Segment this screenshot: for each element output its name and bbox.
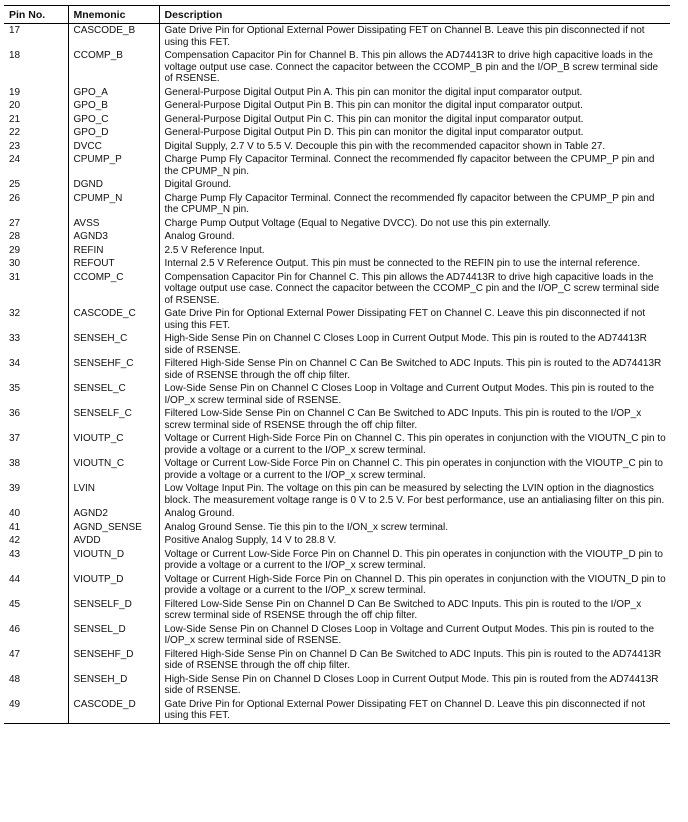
description-cell: General-Purpose Digital Output Pin D. This pin can monitor the digital input comparator output. (159, 126, 670, 140)
table-row (4, 598, 670, 623)
pin-number-cell: 25 (9, 179, 21, 190)
pin-number-cell: 42 (9, 535, 21, 546)
mnemonic-cell: GPO_D (68, 126, 159, 140)
description-cell: 2.5 V Reference Input. (159, 244, 670, 258)
mnemonic-cell: SENSEL_C (68, 382, 159, 407)
description-cell: General-Purpose Digital Output Pin A. This pin can monitor the digital input comparator output. (159, 86, 670, 100)
pin-number-cell: 49 (4, 698, 68, 724)
mnemonic-cell: DVCC (68, 140, 159, 154)
table-row (4, 648, 670, 673)
table-row (4, 192, 670, 217)
description-cell: Voltage or Current High-Side Force Pin on Channel C. This pin operates in conjunction with the VIOUTN_C pin to provide a voltage or a current to the I/OP_x screw terminal. (159, 432, 670, 457)
mnemonic-cell: CASCODE_D (68, 698, 159, 724)
mnemonic-cell: CCOMP_B (68, 49, 159, 86)
mnemonic-cell: CCOMP_C (68, 271, 159, 308)
description-cell: Low-Side Sense Pin on Channel C Closes Loop in Voltage and Current Output Modes. This pin is routed to the I/OP_x screw terminal side of RSENSE. (159, 382, 670, 407)
description-cell: General-Purpose Digital Output Pin C. This pin can monitor the digital input comparator output. (159, 113, 670, 127)
table-row (4, 534, 670, 548)
description-cell: Filtered High-Side Sense Pin on Channel C Can Be Switched to ADC Inputs. This pin is routed to the AD74413R side of RSENSE through the off chip filter. (159, 357, 670, 382)
pin-number-cell: 39 (9, 483, 21, 494)
table-row (4, 244, 670, 258)
mnemonic-cell: CPUMP_N (68, 192, 159, 217)
description-cell: Charge Pump Output Voltage (Equal to Negative DVCC). Do not use this pin externally. (159, 217, 670, 231)
table-row (4, 673, 670, 698)
description-cell: Analog Ground Sense. Tie this pin to the I/ON_x screw terminal. (159, 521, 670, 535)
mnemonic-cell: GPO_C (68, 113, 159, 127)
table-row (4, 257, 670, 271)
table-body (4, 24, 670, 724)
mnemonic-cell: SENSEHF_C (68, 357, 159, 382)
mnemonic-cell: CASCODE_B (68, 24, 159, 50)
table-row (4, 432, 670, 457)
table-row (4, 548, 670, 573)
pin-number-cell: 22 (9, 127, 21, 138)
pin-number-cell: 27 (9, 217, 21, 229)
table-row (4, 698, 670, 724)
description-cell: General-Purpose Digital Output Pin B. This pin can monitor the digital input comparator output. (159, 99, 670, 113)
pin-number-cell: 37 (9, 433, 21, 444)
table-row (4, 86, 670, 100)
mnemonic-cell: SENSEHF_D (68, 648, 159, 673)
pin-number-cell: 44 (9, 573, 21, 585)
pin-number-cell: 28 (9, 231, 21, 242)
description-cell: High-Side Sense Pin on Channel C Closes Loop in Current Output Mode. This pin is routed to the AD74413R side of RSENSE. (159, 332, 670, 357)
mnemonic-cell: VIOUTN_D (68, 548, 159, 573)
table-row (4, 99, 670, 113)
mnemonic-cell: AVDD (68, 534, 159, 548)
description-cell: High-Side Sense Pin on Channel D Closes Loop in Current Output Mode. This pin is routed from the AD74413R side of RSENSE. (159, 673, 670, 698)
pin-number-cell: 24 (9, 154, 21, 165)
description-cell: Filtered Low-Side Sense Pin on Channel C Can Be Switched to ADC Inputs. This pin is routed to the I/OP_x screw terminal side of RSENSE through the off chip filter. (159, 407, 670, 432)
pin-number-cell: 46 (9, 623, 21, 635)
table-row (4, 113, 670, 127)
pin-number-cell: 26 (9, 192, 21, 204)
pin-number-cell: 17 (9, 25, 21, 36)
table-row (4, 482, 670, 507)
mnemonic-cell: REFIN (68, 244, 159, 258)
table-row (4, 382, 670, 407)
pin-number-cell: 31 (9, 271, 21, 283)
pin-number-cell: 41 (9, 521, 21, 533)
table-row (4, 49, 670, 86)
pin-number-cell: 48 (9, 673, 21, 685)
pin-number-cell: 47 (9, 648, 21, 660)
description-cell: Low-Side Sense Pin on Channel D Closes Loop in Voltage and Current Output Modes. This pin is routed to the I/OP_x screw terminal side of RSENSE. (159, 623, 670, 648)
mnemonic-cell: GPO_A (68, 86, 159, 100)
mnemonic-cell: DGND (68, 178, 159, 192)
pin-number-cell: 43 (9, 548, 21, 560)
description-cell: Analog Ground. (159, 507, 670, 521)
mnemonic-cell: REFOUT (68, 257, 159, 271)
pin-number-cell: 20 (9, 100, 21, 111)
table-row (4, 332, 670, 357)
table-header-row (4, 6, 670, 24)
description-cell: Internal 2.5 V Reference Output. This pin must be connected to the REFIN pin to use the internal reference. (159, 257, 670, 271)
description-cell: Compensation Capacitor Pin for Channel B. This pin allows the AD74413R to drive high capacitive loads in the voltage output use case. Connect the capacitor between the CCOMP_B pin and the I/OP_B screw terminal side of RSENSE. (159, 49, 670, 86)
mnemonic-cell: AVSS (68, 217, 159, 231)
description-cell: Charge Pump Fly Capacitor Terminal. Connect the recommended fly capacitor between the CPUMP_P pin and the CPUMP_N pin. (159, 153, 670, 178)
mnemonic-cell: SENSELF_C (68, 407, 159, 432)
table-row (4, 307, 670, 332)
pin-number-cell: 29 (9, 244, 21, 256)
table-row (4, 357, 670, 382)
description-cell: Filtered Low-Side Sense Pin on Channel D Can Be Switched to ADC Inputs. This pin is routed to the I/OP_x screw terminal side of RSENSE through the off chip filter. (159, 598, 670, 623)
pin-number-cell: 45 (9, 598, 21, 610)
table-row (4, 217, 670, 231)
pin-number-cell: 40 (9, 508, 21, 519)
table-row (4, 178, 670, 192)
description-cell: Voltage or Current Low-Side Force Pin on Channel C. This pin operates in conjunction with the VIOUTP_C pin to provide a voltage or a current to the I/OP_x screw terminal. (159, 457, 670, 482)
description-cell: Gate Drive Pin for Optional External Power Dissipating FET on Channel B. Leave this pin disconnected if not using this FET. (159, 24, 670, 50)
pin-number-cell: 30 (9, 258, 21, 269)
pin-number-cell: 36 (9, 408, 21, 419)
pin-number-cell: 34 (9, 358, 21, 369)
mnemonic-cell: CPUMP_P (68, 153, 159, 178)
description-cell: Digital Supply, 2.7 V to 5.5 V. Decouple this pin with the recommended capacitor shown in Table 27. (159, 140, 670, 154)
pin-number-cell: 23 (9, 140, 21, 152)
table-row (4, 230, 670, 244)
table-row (4, 126, 670, 140)
description-cell: Digital Ground. (159, 178, 670, 192)
description-cell: Analog Ground. (159, 230, 670, 244)
mnemonic-cell: VIOUTP_D (68, 573, 159, 598)
table-row (4, 573, 670, 598)
pin-number-cell: 33 (9, 333, 21, 344)
table-row (4, 153, 670, 178)
pin-number-cell: 21 (9, 113, 21, 125)
mnemonic-cell: GPO_B (68, 99, 159, 113)
mnemonic-cell: SENSEH_D (68, 673, 159, 698)
pin-number-cell: 32 (9, 308, 21, 319)
mnemonic-cell: AGND_SENSE (68, 521, 159, 535)
mnemonic-cell: AGND2 (68, 507, 159, 521)
table-row (4, 457, 670, 482)
description-cell: Gate Drive Pin for Optional External Power Dissipating FET on Channel C. Leave this pin disconnected if not using this FET. (159, 307, 670, 332)
pin-number-cell: 35 (9, 383, 21, 394)
description-cell: Compensation Capacitor Pin for Channel C. This pin allows the AD74413R to drive high capacitive loads in the voltage output use case. Connect the capacitor between the CCOMP_C pin and the I/OP_C screw terminal side of RSENSE. (159, 271, 670, 308)
description-cell: Gate Drive Pin for Optional External Power Dissipating FET on Channel D. Leave this pin disconnected if not using this FET. (159, 698, 670, 724)
mnemonic-cell: LVIN (68, 482, 159, 507)
header-pin-no: Pin No. (4, 6, 68, 24)
table-row (4, 140, 670, 154)
mnemonic-cell: SENSEL_D (68, 623, 159, 648)
mnemonic-cell: VIOUTN_C (68, 457, 159, 482)
mnemonic-cell: SENSEH_C (68, 332, 159, 357)
mnemonic-cell: VIOUTP_C (68, 432, 159, 457)
header-description: Description (159, 6, 670, 24)
pin-function-table (4, 5, 670, 724)
mnemonic-cell: SENSELF_D (68, 598, 159, 623)
table-row (4, 521, 670, 535)
table-row (4, 623, 670, 648)
description-cell: Charge Pump Fly Capacitor Terminal. Connect the recommended fly capacitor between the CPUMP_P pin and the CPUMP_N pin. (159, 192, 670, 217)
table-row (4, 507, 670, 521)
table-row (4, 24, 670, 50)
description-cell: Voltage or Current Low-Side Force Pin on Channel D. This pin operates in conjunction with the VIOUTP_D pin to provide a voltage or a current to the I/OP_x screw terminal. (159, 548, 670, 573)
pin-number-cell: 19 (9, 86, 21, 98)
mnemonic-cell: CASCODE_C (68, 307, 159, 332)
description-cell: Filtered High-Side Sense Pin on Channel D Can Be Switched to ADC Inputs. This pin is routed to the AD74413R side of RSENSE through the off chip filter. (159, 648, 670, 673)
mnemonic-cell: AGND3 (68, 230, 159, 244)
description-cell: Low Voltage Input Pin. The voltage on this pin can be measured by selecting the LVIN option in the diagnostics block. The measurement voltage range is 0 V to 2.5 V. For best performance, use an antialiasing filter on this pin. (159, 482, 670, 507)
pin-number-cell: 38 (9, 458, 21, 469)
header-mnemonic: Mnemonic (68, 6, 159, 24)
description-cell: Positive Analog Supply, 14 V to 28.8 V. (159, 534, 670, 548)
table-row (4, 271, 670, 308)
description-cell: Voltage or Current High-Side Force Pin on Channel D. This pin operates in conjunction with the VIOUTN_D pin to provide a voltage or a current to the I/OP_x screw terminal. (159, 573, 670, 598)
table-row (4, 407, 670, 432)
pin-number-cell: 18 (9, 50, 21, 61)
